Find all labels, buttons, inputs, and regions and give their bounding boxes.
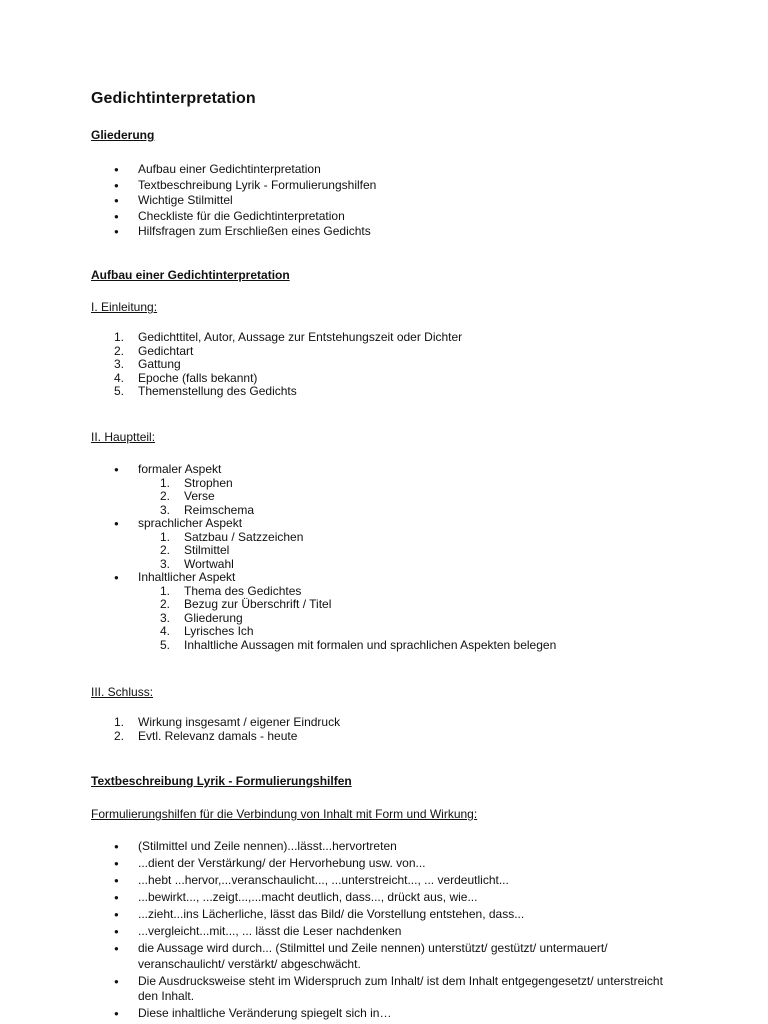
- list-item: ● die Aussage wird durch... (Stilmittel und Zeile nennen) unterstützt/ gestützt/ untermauert/ veranschaulicht/ verstärkt/ abgeschwächt.: [138, 941, 678, 972]
- sub-list: [138, 477, 556, 518]
- formulierungshilfen-list: [138, 839, 678, 1023]
- list-item: ● sprachlicher Aspekt 1. Satzbau / Satzzeichen 2. Stilmittel 3. Wortwahl: [138, 517, 556, 571]
- einleitung-heading: I. Einleitung:: [91, 300, 158, 314]
- list-item: 1. Thema des Gedichtes: [160, 583, 302, 598]
- list-item: ● Inhaltlicher Aspekt 1. Thema des Gedichtes 2. Bezug zur Überschrift / Titel 3. Gliederung 4. Lyrisches Ich 5. Inhaltliche Aussagen mit formalen und sprachlichen Aspekten belegen: [138, 571, 556, 652]
- list-item: 5. Inhaltliche Aussagen mit formalen und sprachlichen Aspekten belegen: [160, 637, 557, 652]
- hauptteil-heading: II. Hauptteil:: [91, 430, 156, 444]
- list-item: 2. Verse: [160, 489, 215, 503]
- document-title: Gedichtinterpretation: [91, 90, 256, 107]
- list-item: 4. Lyrisches Ich: [160, 624, 254, 638]
- list-item: ● ...vergleicht...mit..., ... lässt die Leser nachdenken: [138, 924, 678, 940]
- list-item: ● Hilfsfragen zum Erschließen eines Gedichts: [138, 224, 376, 240]
- list-item: ● Aufbau einer Gedichtinterpretation: [138, 162, 376, 178]
- list-item: 2. Stilmittel: [160, 543, 230, 557]
- schluss-heading: III. Schluss:: [91, 685, 154, 699]
- list-item: 1. Strophen: [160, 475, 233, 490]
- list-item: 3. Reimschema: [160, 502, 255, 517]
- list-item: 2. Gedichtart: [114, 343, 194, 358]
- list-item: 1. Wirkung insgesamt / eigener Eindruck: [114, 715, 341, 729]
- gliederung-list: [138, 162, 376, 240]
- list-item: ● formaler Aspekt 1. Strophen 2. Verse 3. Reimschema: [138, 463, 556, 517]
- schluss-list: [114, 715, 341, 743]
- list-item: ● ...hebt ...hervor,...veranschaulicht..., ...unterstreicht..., ... verdeutlicht...: [138, 873, 678, 889]
- list-item: 5. Themenstellung des Gedichts: [114, 384, 297, 398]
- list-item: ● Textbeschreibung Lyrik - Formulierungshilfen: [138, 178, 376, 194]
- list-item: ● ...zieht...ins Lächerliche, lässt das Bild/ die Vorstellung entstehen, dass...: [138, 907, 678, 923]
- list-item: ● Diese inhaltliche Veränderung spiegelt sich in…: [138, 1006, 678, 1022]
- list-item: 1. Satzbau / Satzzeichen: [160, 529, 304, 544]
- aufbau-heading: Aufbau einer Gedichtinterpretation: [91, 268, 290, 282]
- list-item: ● Die Ausdrucksweise steht im Widerspruch zum Inhalt/ ist dem Inhalt entgegengesetzt/ unterstreicht den Inhalt.: [138, 974, 678, 1005]
- einleitung-list: [114, 330, 463, 399]
- list-item: ● ...bewirkt..., ...zeigt...,...macht deutlich, dass..., drückt aus, wie...: [138, 890, 678, 906]
- list-item: 3. Wortwahl: [160, 556, 234, 571]
- sub-list: [138, 531, 556, 572]
- list-item: ● Checkliste für die Gedichtinterpretation: [138, 209, 376, 225]
- list-item: 2. Evtl. Relevanz damals - heute: [114, 728, 298, 743]
- hauptteil-list: [138, 463, 556, 652]
- formulierungshilfen-subheading: Formulierungshilfen für die Verbindung von Inhalt mit Form und Wirkung:: [91, 807, 478, 821]
- sub-list: [138, 585, 556, 653]
- list-item: ● Wichtige Stilmittel: [138, 193, 376, 209]
- list-item: 4. Epoche (falls bekannt): [114, 370, 258, 385]
- list-item: 1. Gedichttitel, Autor, Aussage zur Entstehungszeit oder Dichter: [114, 330, 463, 344]
- list-item: 3. Gattung: [114, 357, 181, 371]
- list-item: 2. Bezug zur Überschrift / Titel: [160, 597, 332, 611]
- gliederung-heading: Gliederung: [91, 128, 155, 142]
- list-item: 3. Gliederung: [160, 610, 243, 625]
- textbeschreibung-heading: Textbeschreibung Lyrik - Formulierungshilfen: [91, 774, 352, 788]
- list-item: ● (Stilmittel und Zeile nennen)...lässt...hervortreten: [138, 839, 678, 855]
- list-item: ● ...dient der Verstärkung/ der Hervorhebung usw. von...: [138, 856, 678, 872]
